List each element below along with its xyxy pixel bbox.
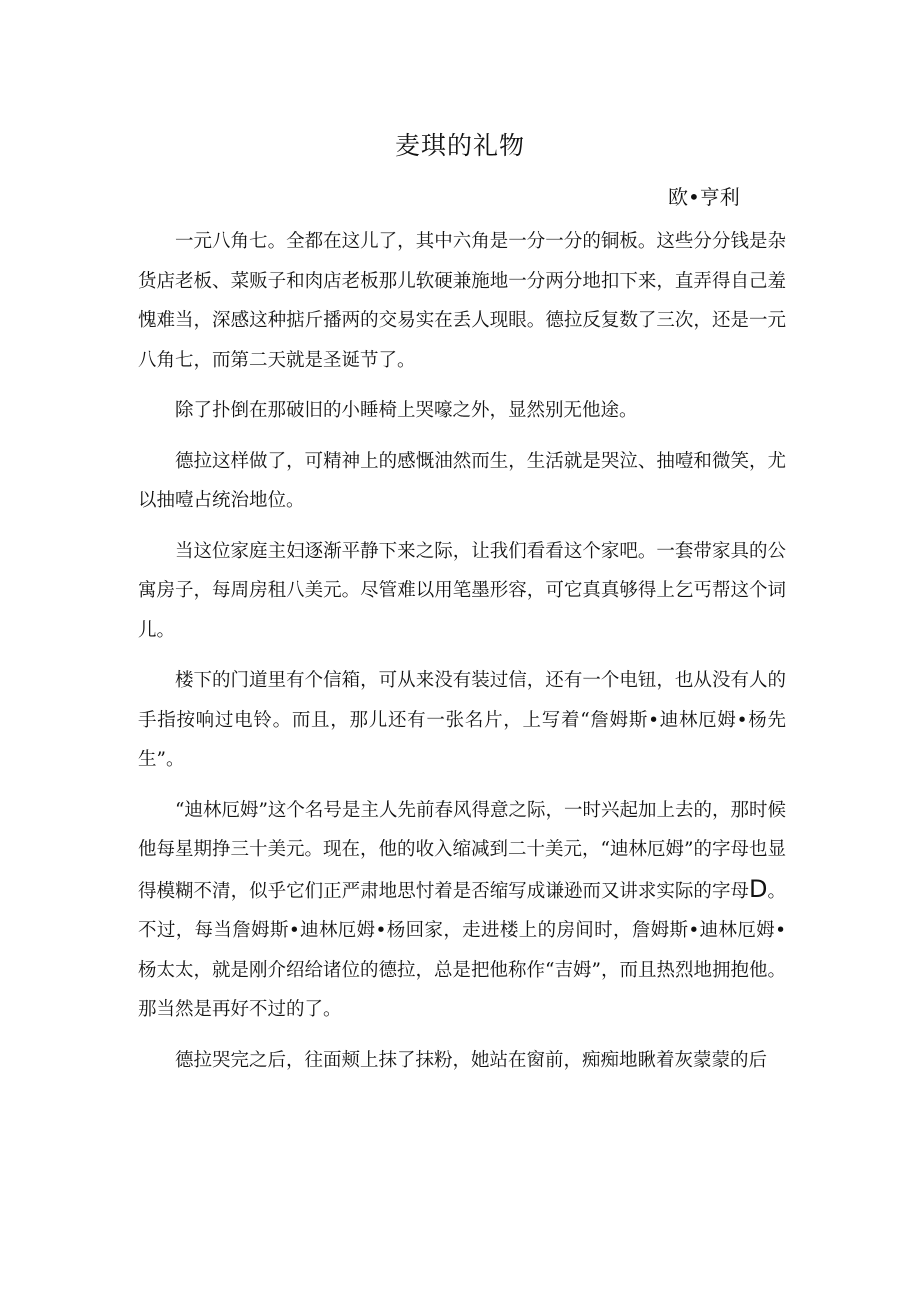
paragraph-1: 一元八角七。全都在这儿了，其中六角是一分一分的铜板。这些分分钱是杂货店老板、菜贩子和肉店老板那儿软硬兼施地一分两分地扣下来，直弄得自己羞愧难当，深感这种掂斤播两的交易实在丢人现眼。德拉反复数了三次，还是一元八角七，而第二天就是圣诞节了。 bbox=[138, 231, 786, 371]
document-author: 欧•亨利 bbox=[668, 185, 740, 209]
paragraph-5: 楼下的门道里有个信箱，可从来没有装过信，还有一个电钮，也从没有人的手指按响过电铃。而且，那儿还有一张名片，上写着“詹姆斯•迪林厄姆•杨先生”。 bbox=[138, 670, 786, 770]
document-body bbox=[138, 222, 786, 1091]
paragraph-6-part-1: “迪林厄姆”这个名号是主人先前春风得意之际，一时兴起加上去的，那时候他每星期挣三十美元。现在，他的收入缩减到二十美元，“迪林厄姆”的字母也显得模糊不清，似乎它们正严肃地思忖着是否缩写成谦逊而又讲求实际的字母 bbox=[138, 799, 786, 902]
paragraph-4: 当这位家庭主妇逐渐平静下来之际，让我们看看这个家吧。一套带家具的公寓房子，每周房租八美元。尽管难以用笔墨形容，可它真真够得上乞丐帮这个词儿。 bbox=[138, 540, 786, 641]
paragraph-2: 除了扑倒在那破旧的小睡椅上哭嚎之外，显然别无他途。 bbox=[175, 400, 638, 421]
paragraph-6-letter-d: D bbox=[748, 874, 768, 903]
paragraph-3: 德拉这样做了，可精神上的感慨油然而生，生活就是哭泣、抽噎和微笑，尤以抽噎占统治地位。 bbox=[138, 450, 786, 511]
paragraph-6-part-2: 。不过，每当詹姆斯•迪林厄姆•杨回家，走进楼上的房间时，詹姆斯•迪林厄姆•杨太太，就是刚介绍给诸位的德拉，总是把他称作“吉姆”，而且热烈地拥抱他。那当然是再好不过的了。 bbox=[138, 880, 786, 1020]
document-title: 麦琪的礼物 bbox=[394, 131, 525, 160]
paragraph-7: 德拉哭完之后，往面颊上抹了抹粉，她站在窗前，痴痴地瞅着灰蒙蒙的后 bbox=[175, 1049, 768, 1071]
paragraph-6 bbox=[138, 791, 786, 1030]
